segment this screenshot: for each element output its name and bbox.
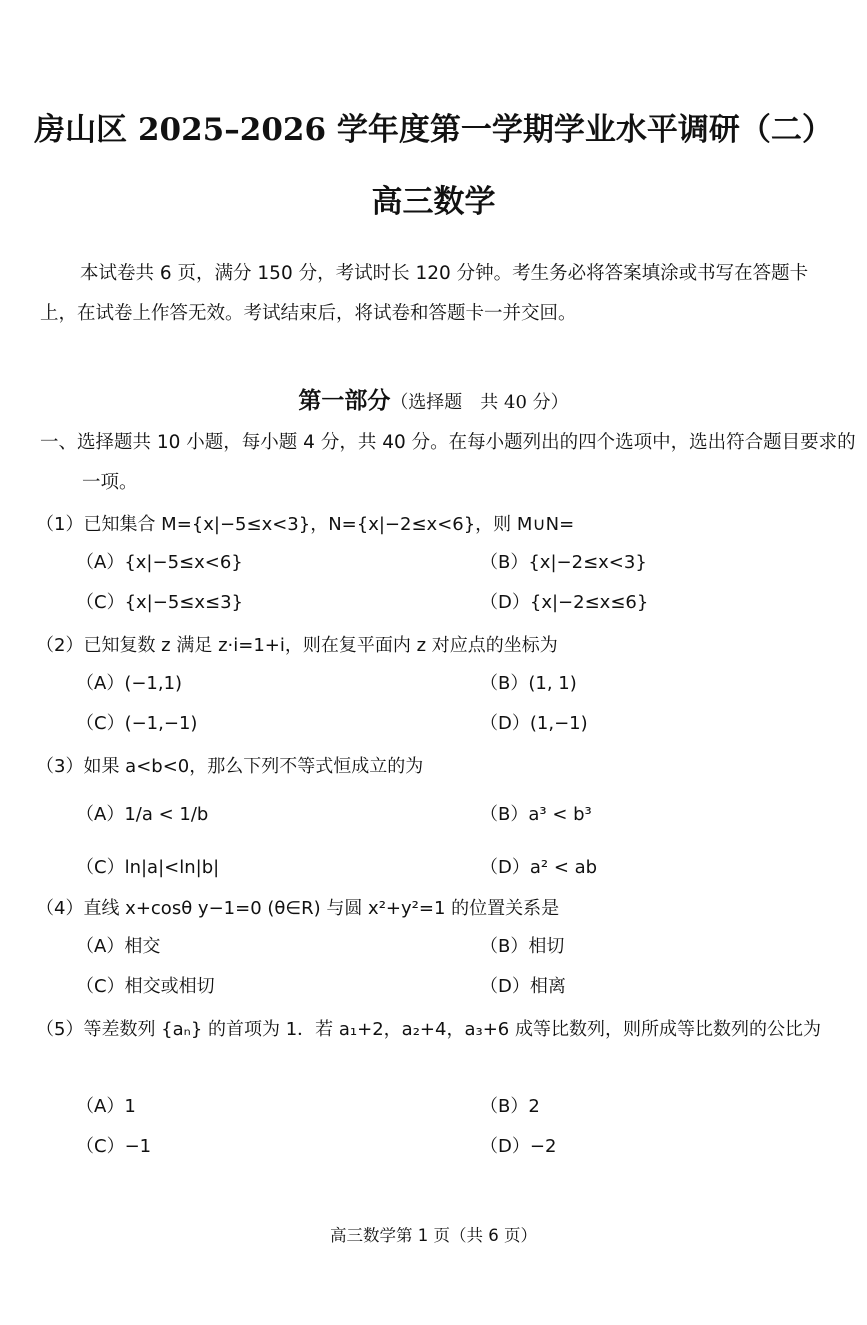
option-1b [480,548,647,578]
option-text: a³ < b³ [528,804,592,825]
option-text: 相离 [529,976,566,997]
option-2a [76,669,182,699]
option-text: (−1,−1) [124,713,198,734]
option-text: 1 [124,1096,136,1117]
option-label: （C） [76,857,125,878]
part-title [0,382,867,415]
question-2 [36,627,826,665]
question-stem: 等差数列 {aₙ} 的首项为 1．若 a₁+2，a₂+4，a₃+6 成等比数列，则所成等比数列的公比为 [83,1019,821,1040]
option-label: （A） [76,936,125,957]
option-3a [76,800,208,830]
option-4c [76,972,215,1002]
option-label: （A） [76,804,125,825]
question-stem: 如果 a<b<0，那么下列不等式恒成立的为 [83,756,424,777]
option-5a [76,1092,136,1122]
option-5c [76,1132,151,1162]
option-text: a² < ab [529,857,598,878]
option-2c [76,709,197,739]
question-4 [36,890,826,928]
exam-notice: 本试卷共 6 页，满分 150 分，考试时长 120 分钟。考生务必将答案填涂或书写在答题卡上，在试卷上作答无效。考试结束后，将试卷和答题卡一并交回。 [40,263,809,324]
option-3b [480,800,592,830]
option-label: （D） [480,592,530,613]
question-number: （1） [36,514,84,535]
option-label: （C） [76,976,125,997]
option-5d [480,1132,556,1162]
option-text: 1/a < 1/b [124,804,209,825]
question-5 [36,1011,850,1049]
option-text: −2 [529,1136,557,1157]
option-label: （D） [480,713,530,734]
option-label: （B） [480,804,529,825]
question-stem: 已知集合 M={x|−5≤x<3}，N={x|−2≤x<6}，则 M∪N= [83,514,575,535]
question-number: （4） [36,898,84,919]
option-label: （C） [76,592,125,613]
option-3d [480,853,597,883]
option-4d [480,972,566,1002]
option-text: (−1,1) [124,673,183,694]
page-footer: 高三数学第 1 页（共 6 页） [330,1226,537,1245]
option-label: （A） [76,552,125,573]
option-label: （B） [480,673,529,694]
option-label: （C） [76,713,125,734]
option-text: (1,−1) [529,713,588,734]
option-label: （A） [76,673,125,694]
option-text: 相交或相切 [124,976,215,997]
question-1 [36,506,826,544]
question-number: （5） [36,1019,84,1040]
option-label: （A） [76,1096,125,1117]
option-label: （D） [480,1136,530,1157]
option-label: （C） [76,1136,125,1157]
option-label: （D） [480,976,530,997]
part-title-note: （选择题 共 40 分） [390,392,569,413]
option-label: （B） [480,1096,529,1117]
option-text: (1, 1) [528,673,577,694]
question-number: （2） [36,635,84,656]
page-subtitle: 高三数学 [371,184,496,220]
option-1a [76,548,243,578]
option-text: {x|−5≤x≤3} [124,592,244,613]
option-text: {x|−2≤x<3} [528,552,647,573]
option-text: {x|−5≤x<6} [124,552,243,573]
part-title-text: 第一部分 [298,387,391,414]
page-title: 房山区 2025–2026 学年度第一学期学业水平调研（二） [34,112,833,148]
question-3 [36,748,826,786]
option-text: ln|a|<ln|b| [124,857,220,878]
option-1c [76,588,243,618]
option-text: {x|−2≤x≤6} [529,592,649,613]
option-3c [76,853,219,883]
question-stem: 直线 x+cosθ y−1=0 (θ∈R) 与圆 x²+y²=1 的位置关系是 [83,898,560,919]
option-text: 相交 [124,936,161,957]
option-4b [480,932,564,962]
option-5b [480,1092,540,1122]
question-stem: 已知复数 z 满足 z·i=1+i，则在复平面内 z 对应点的坐标为 [83,635,558,656]
option-label: （D） [480,857,530,878]
option-2d [480,709,588,739]
section-heading: 一、选择题共 10 小题，每小题 4 分，共 40 分。在每小题列出的四个选项中，选出符合题目要求的一项。 [40,432,856,493]
option-label: （B） [480,552,529,573]
option-text: 相切 [528,936,565,957]
option-2b [480,669,577,699]
option-text: 2 [528,1096,540,1117]
option-1d [480,588,648,618]
option-4a [76,932,160,962]
question-number: （3） [36,756,84,777]
option-text: −1 [124,1136,152,1157]
option-label: （B） [480,936,529,957]
